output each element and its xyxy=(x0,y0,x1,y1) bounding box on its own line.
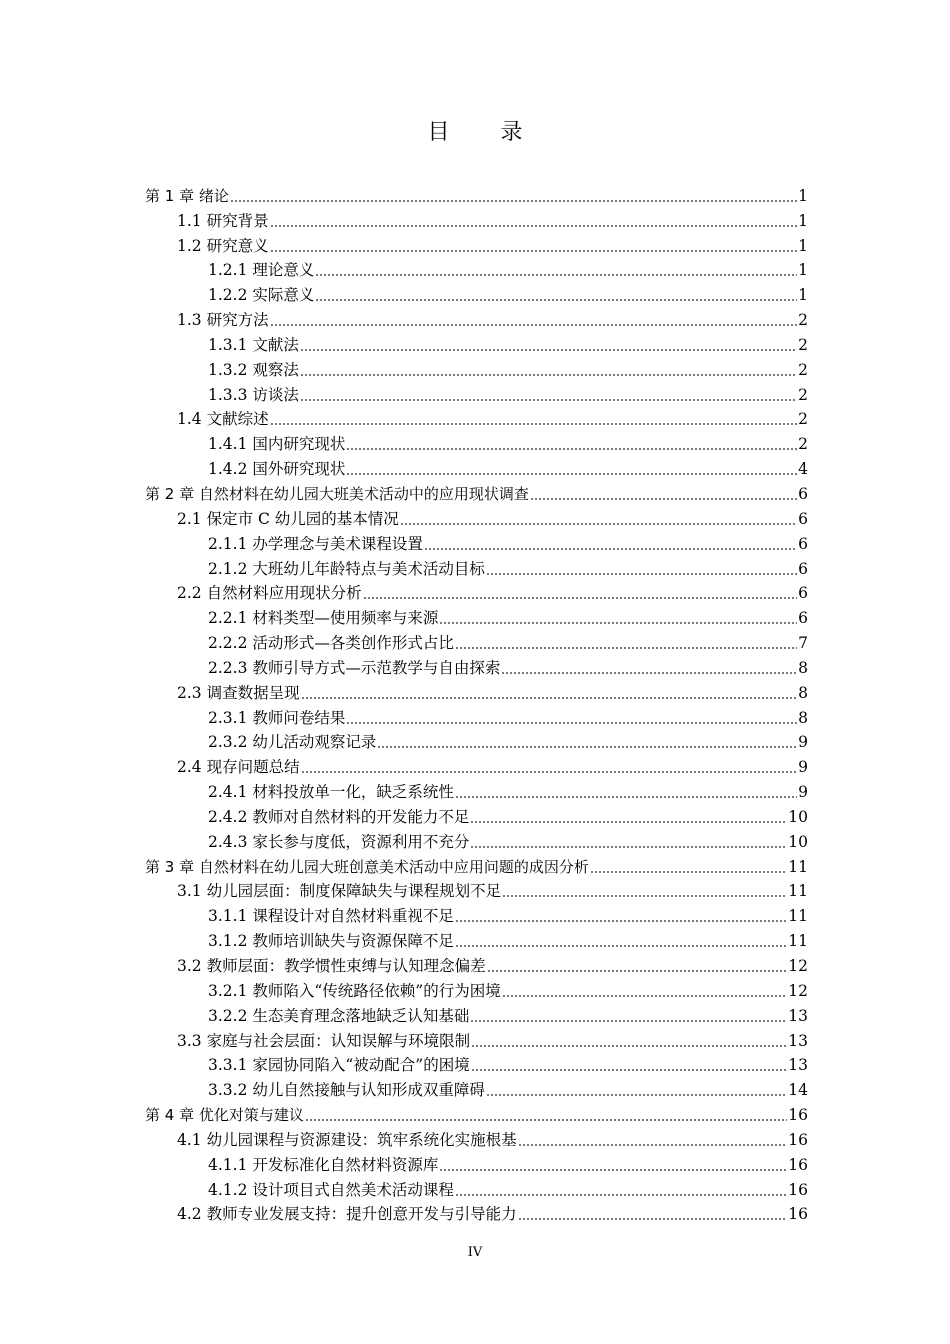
toc-entry-label: 1.1 研究背景 xyxy=(177,211,269,230)
toc-entry-label: 2.4.3 家长参与度低，资源利用不充分 xyxy=(208,832,470,851)
toc-entry-page-number: 13 xyxy=(788,1006,808,1025)
toc-entry-label: 2.3.1 教师问卷结果 xyxy=(208,708,346,727)
toc-subsection-entry[interactable] xyxy=(145,628,808,653)
dot-leader xyxy=(315,299,797,301)
dot-leader xyxy=(502,895,787,897)
toc-entry-page-number: 6 xyxy=(798,584,808,603)
toc-entry-label: 第 2 章 自然材料在幼儿园大班美术活动中的应用现状调查 xyxy=(145,484,529,503)
toc-entry-label: 1.3.3 访谈法 xyxy=(208,385,299,404)
dot-leader xyxy=(301,771,798,773)
toc-entry-page-number: 9 xyxy=(798,783,808,802)
toc-entry-page-number: 16 xyxy=(788,1180,808,1199)
toc-section-entry[interactable] xyxy=(145,405,808,430)
toc-subsection-entry[interactable] xyxy=(145,280,808,305)
dot-leader xyxy=(518,1144,788,1146)
toc-entry-page-number: 16 xyxy=(788,1205,808,1224)
toc-entry-label: 2.4 现存问题总结 xyxy=(177,758,300,777)
toc-subsection-entry[interactable] xyxy=(145,703,808,728)
toc-entry-label: 3.2 教师层面：教学惯性束缚与认知理念偏差 xyxy=(177,957,486,975)
toc-entry-page-number: 14 xyxy=(788,1081,808,1100)
toc-entry-page-number: 11 xyxy=(788,907,808,926)
toc-chapter-entry[interactable] xyxy=(145,1100,808,1125)
toc-entry-label: 1.3.2 观察法 xyxy=(208,360,299,379)
toc-subsection-entry[interactable] xyxy=(145,728,808,753)
toc-subsection-entry[interactable] xyxy=(145,976,808,1001)
toc-section-entry[interactable] xyxy=(145,752,808,777)
toc-entry-page-number: 1 xyxy=(798,286,808,305)
toc-subsection-entry[interactable] xyxy=(145,1001,808,1026)
toc-entry-page-number: 12 xyxy=(788,957,808,975)
dot-leader xyxy=(270,423,798,425)
dot-leader xyxy=(470,846,787,848)
toc-entry-page-number: 2 xyxy=(798,311,808,330)
toc-entry-label: 1.3 研究方法 xyxy=(177,311,269,330)
toc-entry-page-number: 1 xyxy=(798,236,808,255)
dot-leader xyxy=(300,349,797,351)
toc-entry-page-number: 2 xyxy=(798,360,808,379)
dot-leader xyxy=(346,722,797,724)
toc-entry-label: 4.1 幼儿园课程与资源建设：筑牢系统化实施根基 xyxy=(177,1130,517,1149)
toc-title: 目 录 xyxy=(427,120,545,145)
dot-leader xyxy=(471,1045,787,1047)
toc-entry-label: 1.4.1 国内研究现状 xyxy=(208,435,346,454)
toc-entry-label: 第 4 章 优化对策与建议 xyxy=(145,1106,304,1125)
toc-section-entry[interactable] xyxy=(145,579,808,604)
toc-subsection-entry[interactable] xyxy=(145,926,808,951)
dot-leader xyxy=(346,473,797,475)
toc-entry-page-number: 10 xyxy=(788,807,808,826)
toc-section-entry[interactable] xyxy=(145,1125,808,1150)
toc-subsection-entry[interactable] xyxy=(145,802,808,827)
toc-entry-page-number: 13 xyxy=(788,1031,808,1050)
dot-leader xyxy=(439,622,797,624)
toc-entry-page-number: 2 xyxy=(798,335,808,354)
dot-leader xyxy=(270,225,798,227)
dot-leader xyxy=(590,871,787,873)
toc-entry-label: 1.2 研究意义 xyxy=(177,236,269,255)
dot-leader xyxy=(455,647,797,649)
toc-entry-label: 2.3 调查数据呈现 xyxy=(177,683,300,702)
dot-leader xyxy=(455,796,797,798)
dot-leader xyxy=(270,324,798,326)
toc-entry-label: 1.4.2 国外研究现状 xyxy=(208,460,346,479)
toc-subsection-entry[interactable] xyxy=(145,1175,808,1200)
toc-entry-label: 2.4.2 教师对自然材料的开发能力不足 xyxy=(208,807,470,826)
toc-subsection-entry[interactable] xyxy=(145,454,808,479)
toc-entry-page-number: 16 xyxy=(788,1155,808,1174)
toc-subsection-entry[interactable] xyxy=(145,355,808,380)
toc-subsection-entry[interactable] xyxy=(145,901,808,926)
dot-leader xyxy=(363,597,798,599)
toc-entry-page-number: 11 xyxy=(788,857,808,876)
toc-entry-page-number: 11 xyxy=(788,882,808,901)
toc-entry-page-number: 8 xyxy=(798,683,808,702)
toc-chapter-entry[interactable] xyxy=(145,852,808,877)
toc-entry-page-number: 6 xyxy=(798,534,808,553)
dot-leader xyxy=(486,573,797,575)
toc-chapter-entry[interactable] xyxy=(145,181,808,206)
dot-leader xyxy=(305,1119,787,1121)
toc-section-entry[interactable] xyxy=(145,951,808,976)
toc-entry-page-number: 6 xyxy=(798,484,808,503)
dot-leader xyxy=(300,399,797,401)
toc-entry-page-number: 1 xyxy=(798,211,808,230)
dot-leader xyxy=(270,250,798,252)
toc-entry-page-number: 2 xyxy=(798,435,808,454)
dot-leader xyxy=(230,200,797,202)
toc-entry-label: 第 3 章 自然材料在幼儿园大班创意美术活动中应用问题的成因分析 xyxy=(145,857,589,876)
toc-entry-label: 1.2.1 理论意义 xyxy=(208,261,315,280)
toc-entry-page-number: 9 xyxy=(798,733,808,752)
dot-leader xyxy=(400,523,797,525)
dot-leader xyxy=(470,821,787,823)
dot-leader xyxy=(424,548,797,550)
toc-subsection-entry[interactable] xyxy=(145,603,808,628)
toc-chapter-entry[interactable] xyxy=(145,479,808,504)
toc-entry-page-number: 16 xyxy=(788,1106,808,1125)
toc-subsection-entry[interactable] xyxy=(145,653,808,678)
toc-subsection-entry[interactable] xyxy=(145,1150,808,1175)
toc-section-entry[interactable] xyxy=(145,678,808,703)
toc-subsection-entry[interactable] xyxy=(145,827,808,852)
dot-leader xyxy=(455,1194,787,1196)
toc-entry-label: 2.1.1 办学理念与美术课程设置 xyxy=(208,534,423,553)
toc-subsection-entry[interactable] xyxy=(145,256,808,281)
toc-subsection-entry[interactable] xyxy=(145,429,808,454)
toc-entry-label: 1.4 文献综述 xyxy=(177,410,269,429)
toc-subsection-entry[interactable] xyxy=(145,529,808,554)
toc-entry-page-number: 2 xyxy=(798,385,808,404)
toc-entry-label: 2.3.2 幼儿活动观察记录 xyxy=(208,733,377,752)
dot-leader xyxy=(377,746,797,748)
toc-entry-label: 2.2.3 教师引导方式—示范教学与自由探索 xyxy=(208,658,501,677)
dot-leader xyxy=(486,1094,787,1096)
toc-entry-page-number: 12 xyxy=(788,981,808,1000)
toc-section-entry[interactable] xyxy=(145,305,808,330)
toc-entry-page-number: 4 xyxy=(798,460,808,479)
toc-entry-label: 4.1.1 开发标准化自然材料资源库 xyxy=(208,1155,439,1174)
toc-entry-label: 3.2.1 教师陷入“传统路径依赖”的行为困境 xyxy=(208,981,501,1000)
toc-entry-label: 4.2 教师专业发展支持：提升创意开发与引导能力 xyxy=(177,1205,517,1224)
dot-leader xyxy=(455,945,787,947)
toc-entry-label: 2.1.2 大班幼儿年龄特点与美术活动目标 xyxy=(208,559,485,578)
toc-subsection-entry[interactable] xyxy=(145,777,808,802)
toc-entry-label: 2.1 保定市 C 幼儿园的基本情况 xyxy=(177,509,399,528)
dot-leader xyxy=(471,1069,788,1071)
dot-leader xyxy=(455,920,787,922)
toc-entry-label: 3.1.1 课程设计对自然材料重视不足 xyxy=(208,907,454,926)
dot-leader xyxy=(487,970,788,972)
dot-leader xyxy=(518,1218,788,1220)
dot-leader xyxy=(346,448,797,450)
toc-section-entry[interactable] xyxy=(145,1026,808,1051)
toc-entry-label: 1.2.2 实际意义 xyxy=(208,286,315,305)
toc-entry-page-number: 11 xyxy=(788,932,808,951)
toc-subsection-entry[interactable] xyxy=(145,1051,808,1076)
page-number-footer: IV xyxy=(467,1245,483,1260)
toc-section-entry[interactable] xyxy=(145,877,808,902)
toc-subsection-entry[interactable] xyxy=(145,1075,808,1100)
toc-entry-page-number: 7 xyxy=(798,634,808,653)
toc-entry-label: 2.2 自然材料应用现状分析 xyxy=(177,584,362,603)
dot-leader xyxy=(301,697,798,699)
dot-leader xyxy=(300,374,797,376)
toc-entry-page-number: 6 xyxy=(798,609,808,628)
toc-entry-label: 3.2.2 生态美育理念落地缺乏认知基础 xyxy=(208,1006,470,1025)
toc-entry-page-number: 2 xyxy=(798,410,808,429)
toc-entry-label: 3.1.2 教师培训缺失与资源保障不足 xyxy=(208,932,454,951)
toc-entry-page-number: 6 xyxy=(798,509,808,528)
toc-entry-page-number: 6 xyxy=(798,559,808,578)
table-of-contents xyxy=(145,181,808,1224)
toc-entry-page-number: 16 xyxy=(788,1130,808,1149)
dot-leader xyxy=(502,995,788,997)
dot-leader xyxy=(470,1020,787,1022)
toc-entry-page-number: 1 xyxy=(798,186,808,205)
dot-leader xyxy=(501,672,797,674)
toc-entry-label: 1.3.1 文献法 xyxy=(208,335,299,354)
toc-section-entry[interactable] xyxy=(145,1200,808,1225)
dot-leader xyxy=(530,498,797,500)
toc-subsection-entry[interactable] xyxy=(145,554,808,579)
toc-entry-page-number: 8 xyxy=(798,658,808,677)
toc-entry-label: 2.4.1 材料投放单一化，缺乏系统性 xyxy=(208,783,454,802)
toc-section-entry[interactable] xyxy=(145,206,808,231)
toc-subsection-entry[interactable] xyxy=(145,380,808,405)
toc-entry-label: 4.1.2 设计项目式自然美术活动课程 xyxy=(208,1180,454,1199)
dot-leader xyxy=(315,274,797,276)
toc-section-entry[interactable] xyxy=(145,504,808,529)
dot-leader xyxy=(439,1169,787,1171)
toc-entry-page-number: 1 xyxy=(798,261,808,280)
toc-entry-page-number: 13 xyxy=(788,1056,808,1075)
toc-entry-label: 第 1 章 绪论 xyxy=(145,186,229,205)
toc-entry-page-number: 9 xyxy=(798,758,808,777)
toc-subsection-entry[interactable] xyxy=(145,330,808,355)
toc-entry-label: 3.3.2 幼儿自然接触与认知形成双重障碍 xyxy=(208,1081,485,1100)
toc-section-entry[interactable] xyxy=(145,231,808,256)
toc-entry-label: 3.3.1 家园协同陷入“被动配合”的困境 xyxy=(208,1056,470,1075)
toc-entry-page-number: 8 xyxy=(798,708,808,727)
toc-entry-page-number: 10 xyxy=(788,832,808,851)
toc-entry-label: 2.2.2 活动形式—各类创作形式占比 xyxy=(208,634,454,653)
toc-entry-label: 3.1 幼儿园层面：制度保障缺失与课程规划不足 xyxy=(177,882,502,901)
toc-entry-label: 3.3 家庭与社会层面：认知误解与环境限制 xyxy=(177,1031,471,1050)
toc-entry-label: 2.2.1 材料类型—使用频率与来源 xyxy=(208,609,439,628)
